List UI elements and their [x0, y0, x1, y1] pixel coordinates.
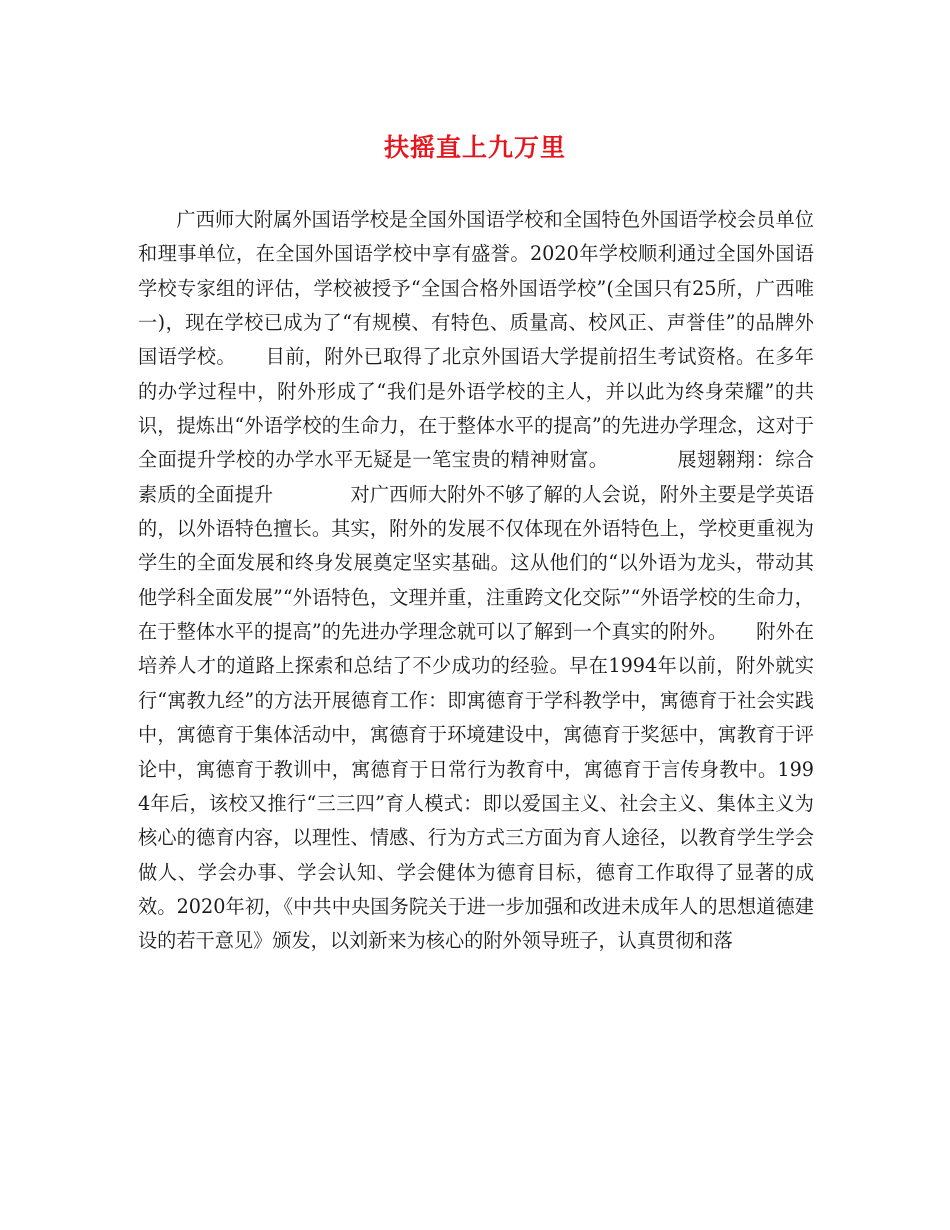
document-body-paragraph: 广西师大附属外国语学校是全国外国语学校和全国特色外国语学校会员单位和理事单位，在全国外国语学校中享有盛誉。2020年学校顺利通过全国外国语学校专家组的评估，学校被授予“全国合格外国语学校”(全国只有25所，广西唯一)，现在学校已成为了“有规模、有特色、质量高、校风正、声誉佳”的品牌外国语学校。 目前，附外已取得了北京外国语大学提前招生考试资格。在多年的办学过程中，附外形成了“我们是外语学校的主人，并以此为终身荣耀”的共识，提炼出“外语学校的生命力，在于整体水平的提高”的先进办学理念，这对于全面提升学校的办学水平无疑是一笔宝贵的精神财富。 展翅翱翔：综合素质的全面提升 对广西师大附外不够了解的人会说，附外主要是学英语的，以外语特色擅长。其实，附外的发展不仅体现在外语特色上，学校更重视为学生的全面发展和终身发展奠定坚实基础。这从他们的“以外语为龙头，带动其他学科全面发展”“外语特色，文理并重，注重跨文化交际”“外语学校的生命力，在于整体水平的提高”的先进办学理念就可以了解到一个真实的附外。 附外在培养人才的道路上探索和总结了不少成功的经验。早在1994年以前，附外就实行“寓教九经”的方法开展德育工作：即寓德育于学科教学中，寓德育于社会实践中，寓德育于集体活动中，寓德育于环境建设中，寓德育于奖惩中，寓教育于评论中，寓德育于教训中，寓德育于日常行为教育中，寓德育于言传身教中。1994年后，该校又推行“三三四”育人模式：即以爱国主义、社会主义、集体主义为核心的德育内容，以理性、情感、行为方式三方面为育人途径，以教育学生学会做人、学会办事、学会认知、学会健体为德育目标，德育工作取得了显著的成效。2020年初，《中共中央国务院关于进一步加强和改进未成年人的思想道德建设的若干意见》颁发，以刘新来为核心的附外领导班子，认真贯彻和落	[138, 208, 814, 953]
document-title: 扶摇直上九万里	[383, 133, 566, 162]
